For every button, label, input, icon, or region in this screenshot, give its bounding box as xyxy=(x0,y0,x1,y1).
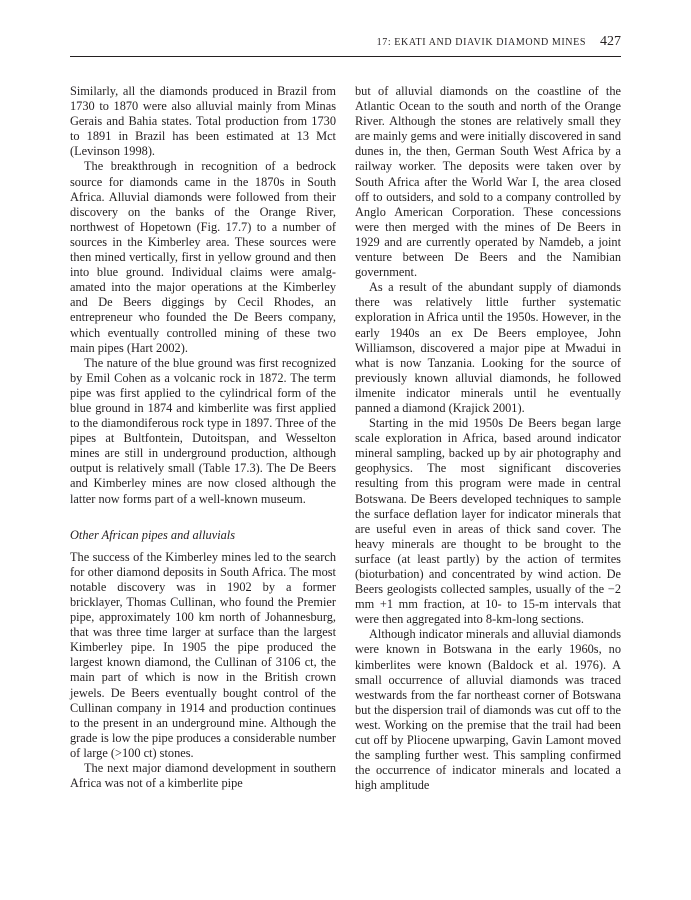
paragraph: The breakthrough in recognition of a bedrock source for diamonds came in the 1870s in South Africa. Alluvial diamonds were followed from their discovery on the banks of the Orange River, northwest of Hopetown (Fig. 17.7) to a number of sources in the Kimberley area. These sources were then mined vertically, first in yellow ground and then into blue ground. Individual claims were amalgamated into the major operations at the Kimberley and De Beers diggings by Cecil Rhodes, an entrepreneur who founded the De Beers company, which eventually controlled mining of these two main pipes (Hart 2002). xyxy=(70,159,336,355)
paragraph: The success of the Kimberley mines led to the search for other diamond deposits in South Africa. The most notable discovery was in 1902 by a former bricklayer, Thomas Cullinan, who found the Premier pipe, approximately 100 km north of Johannesburg, that was three time larger at surface than the largest Kimberley pipe. In 1905 the pipe produced the largest known diamond, the Cullinan of 3106 ct, the main part of which is now in the British crown jewels. De Beers eventually bought control of the Cullinan company in 1914 and production continues to the present in an underground mine. Although the grade is low the pipe produces a considerable number of large (>100 ct) stones. xyxy=(70,549,336,760)
paragraph: As a result of the abundant supply of diamonds there was relatively little further systematic exploration in Africa until the 1950s. However, in the early 1940s an ex De Beers employee, John Williamson, discovered a major pipe at Mwadui in what is now Tanzania. Looking for the source of previously known alluvial diamonds, he followed ilmenite indicator minerals until he eventually panned a diamond (Krajick 2001). xyxy=(355,280,621,415)
right-column xyxy=(355,84,621,793)
section-heading: Other African pipes and alluvials xyxy=(70,527,236,542)
header-rule xyxy=(70,56,621,57)
page-number: 427 xyxy=(600,34,621,49)
paragraph: Starting in the mid 1950s De Beers began large scale exploration in Africa, based around indicator mineral sampling, backed up by air photography and geophysics. The most significant discoveries resulting from this program were made in central Botswana. De Beers developed techniques to sample the surface deflation layer for indicator minerals that are useful even in areas of thick sand cover. The heavy minerals are thought to be brought to the surface (at least partly) by the action of termites (bioturbation) and concentrated by wind action. De Beers geologists collected samples, usually of the −2 mm +1 mm fraction, at 10- to 15-m intervals that were then aggregated into 8-km-long sections. xyxy=(355,416,621,627)
paragraph: The nature of the blue ground was first recognized by Emil Cohen as a volcanic rock in 1872. The term pipe was first applied to the cylindrical form of the blue ground in 1874 and kimberlite was first applied to the diamondiferous rock type in 1897. Three of the pipes at Bultfontein, Dutoitspan, and Wesselton mines are still in underground production, although output is relatively small (Table 17.3). The De Beers and Kimberley mines are now closed although the latter now forms part of a well-known museum. xyxy=(70,355,336,506)
running-title: 17: EKATI AND DIAVIK DIAMOND MINES xyxy=(376,37,586,48)
paragraph: Although indicator minerals and alluvial diamonds were known in Botswana in the early 1960s, no kimberlites were known (Baldock et al. 1976). A small occurrence of alluvial diamonds was traced westwards from the far northeast corner of Botswana but the dispersion trail of diamonds was cut off to the west. Working on the premise that the trail had been cut off by Pliocene upwarping, Gavin Lamont moved the sampling further west. This sampling confirmed the occurrence of indicator minerals and located a high amplitude xyxy=(355,627,621,793)
running-header xyxy=(0,0,691,60)
paragraph: The next major diamond development in southern Africa was not of a kimberlite pipe xyxy=(70,761,336,791)
paragraph: but of alluvial diamonds on the coastline of the Atlantic Ocean to the south and north of the Orange River. Although the stones are relatively small they are mainly gems and were initially discovered in sand dunes in, the then, German South West Africa by a railway worker. The deposits were taken over by South Africa after the World War I, the area closed off to outsiders, and sold to a company controlled by Anglo American Corporation. These concessions were then merged with the mines of De Beers in 1929 and are currently operated by Namdeb, a joint venture between De Beers and the Namibian government. xyxy=(355,84,621,280)
left-column xyxy=(70,84,336,791)
paragraph: Similarly, all the diamonds produced in Brazil from 1730 to 1870 were also alluvial mainly from Minas Gerais and Bahia states. Total production from 1730 to 1891 in Brazil has been estimated at 13 Mct (Levinson 1998). xyxy=(70,84,336,159)
